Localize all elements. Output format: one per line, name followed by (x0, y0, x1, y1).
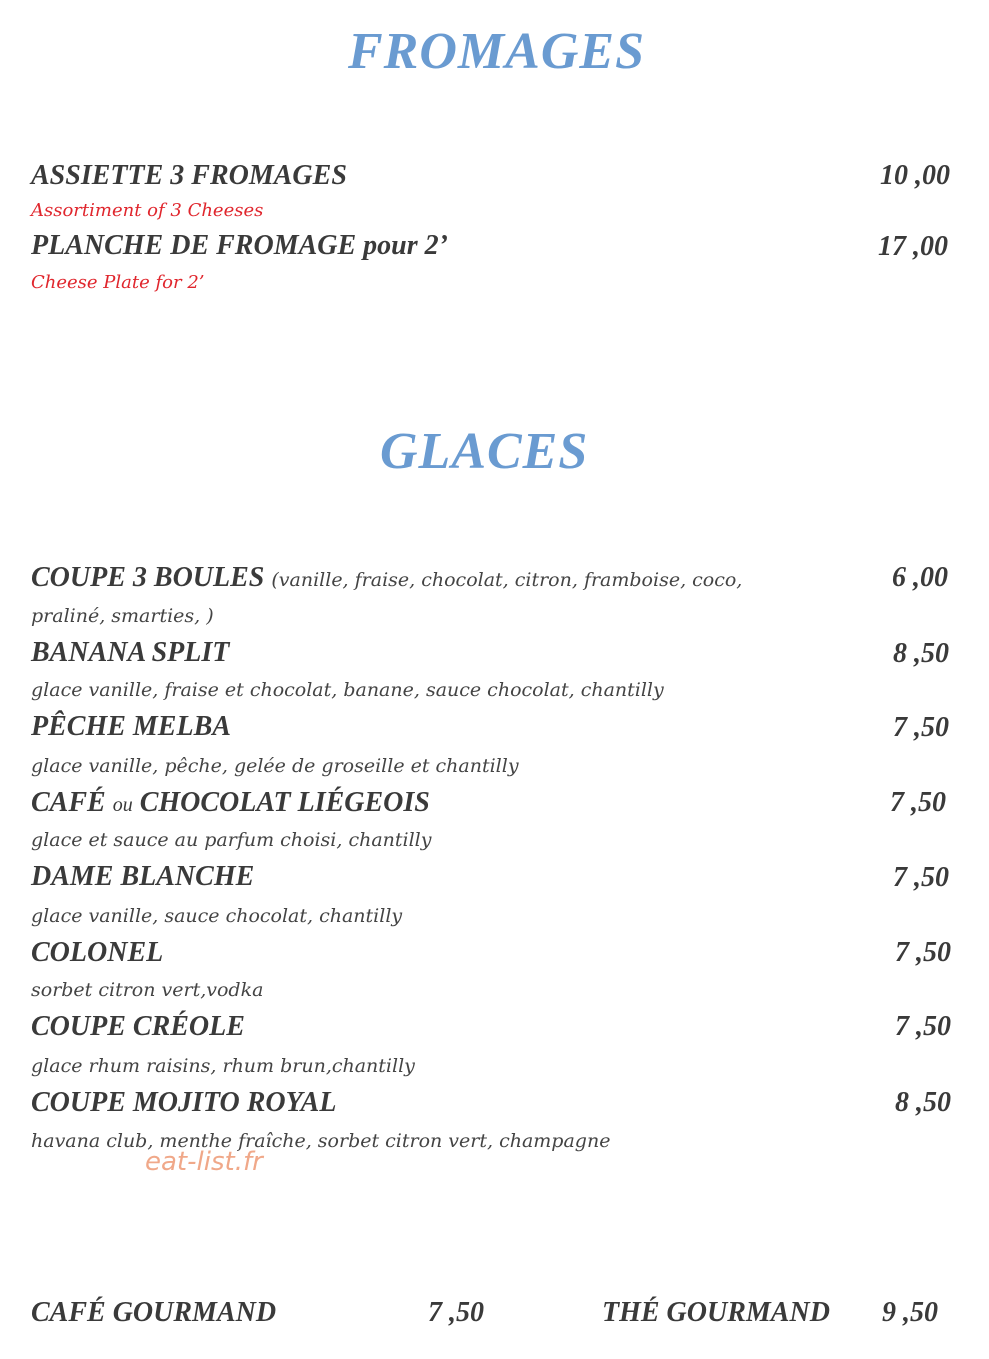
item-price-cafe-gourmand: 7 ,50 (428, 1297, 484, 1328)
item-price-coupe-mojito-royal: 8 ,50 (895, 1087, 951, 1118)
item-name-cafe-chocolat-liegeois (31, 787, 430, 819)
watermark-text: eat-list.fr (145, 1147, 263, 1177)
item-desc-coupe-creole: glace rhum raisins, rhum brun,chantilly (31, 1055, 415, 1077)
item-price-dame-blanche: 7 ,50 (893, 862, 949, 893)
item-price-cafe-chocolat-liegeois: 7 ,50 (890, 787, 946, 818)
item-desc-dame-blanche: glace vanille, sauce chocolat, chantilly (31, 905, 403, 927)
item-price-peche-melba: 7 ,50 (893, 712, 949, 743)
item-name-planche-main: PLANCHE DE FROMAGE (31, 230, 357, 261)
item-name-peche-melba: PÊCHE MELBA (31, 711, 231, 742)
item-desc-inline-coupe-3-boules: (vanille, fraise, chocolat, citron, framboise, coco, (271, 569, 743, 591)
item-price-colonel: 7 ,50 (895, 937, 951, 968)
item-name-chocolat-liegeois: CHOCOLAT LIÉGEOIS (139, 787, 430, 818)
item-name-banana-split: BANANA SPLIT (31, 637, 230, 668)
item-name-planche-suffix: pour 2’ (363, 230, 448, 261)
item-name-cafe: CAFÉ (31, 787, 106, 818)
item-name-dame-blanche: DAME BLANCHE (31, 861, 255, 892)
item-name-planche (31, 230, 448, 262)
item-price-banana-split: 8 ,50 (893, 638, 949, 669)
item-name-ou: ou (112, 794, 133, 816)
item-name-assiette: ASSIETTE 3 FROMAGES (31, 160, 347, 191)
item-name-coupe-3-boules-label: COUPE 3 BOULES (31, 562, 265, 593)
item-name-coupe-creole: COUPE CRÉOLE (31, 1011, 245, 1042)
item-price-planche: 17 ,00 (878, 231, 948, 262)
item-desc-colonel: sorbet citron vert,vodka (31, 979, 264, 1001)
item-price-assiette: 10 ,00 (880, 160, 950, 191)
item-name-colonel: COLONEL (31, 937, 164, 968)
item-desc-coupe-mojito-royal: havana club, menthe fraîche, sorbet citron vert, champagne (31, 1130, 611, 1152)
item-translation-assiette: Assortiment of 3 Cheeses (31, 200, 264, 221)
item-name-the-gourmand: THÉ GOURMAND (602, 1297, 830, 1328)
section-title-fromages: FROMAGES (348, 23, 645, 80)
item-desc-peche-melba: glace vanille, pêche, gelée de groseille et chantilly (31, 755, 519, 777)
item-desc-cafe-chocolat-liegeois: glace et sauce au parfum choisi, chantilly (31, 829, 432, 851)
section-title-glaces: GLACES (380, 423, 589, 480)
item-translation-planche: Cheese Plate for 2’ (31, 272, 205, 293)
item-price-coupe-creole: 7 ,50 (895, 1011, 951, 1042)
item-name-cafe-gourmand: CAFÉ GOURMAND (31, 1297, 277, 1328)
item-name-coupe-3-boules (31, 562, 742, 594)
item-price-the-gourmand: 9 ,50 (882, 1297, 938, 1328)
item-price-coupe-3-boules: 6 ,00 (892, 562, 948, 593)
item-desc-coupe-3-boules: praliné, smarties, ) (31, 605, 214, 627)
item-name-coupe-mojito-royal: COUPE MOJITO ROYAL (31, 1087, 337, 1118)
item-desc-banana-split: glace vanille, fraise et chocolat, banane, sauce chocolat, chantilly (31, 679, 664, 701)
